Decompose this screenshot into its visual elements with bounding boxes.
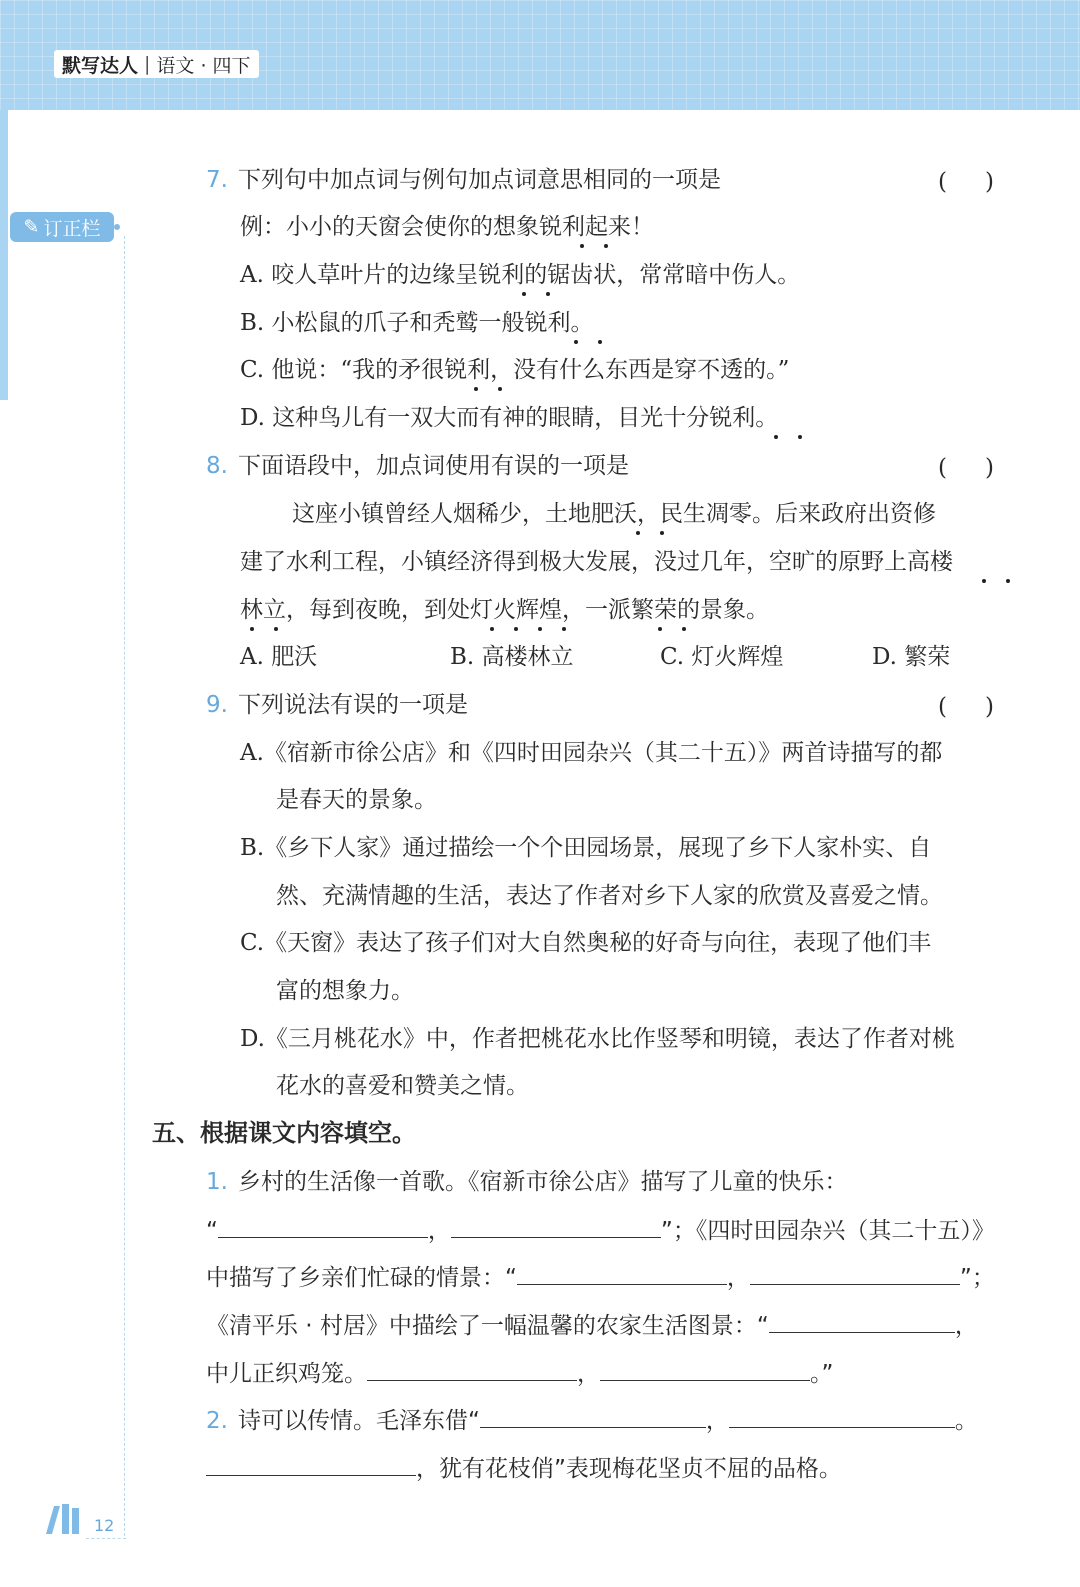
q9-option-b-line1: B.《乡下人家》通过描绘一个个田园场景，展现了乡下人家朴实、自 <box>240 835 932 861</box>
comma: ， <box>726 1265 750 1291</box>
period: 。 <box>954 1408 978 1434</box>
q7-option-c: C. 他说：“我的矛很锐利，没有什么东西是穿不透的。” <box>240 357 790 383</box>
q7-option-d: D. 这种鸟儿有一双大而有神的眼睛，目光十分锐利。 <box>240 405 779 431</box>
fill-q1-line4-text: 《清平乐 · 村居》中描绘了一幅温馨的农家生活图景：“ <box>206 1313 769 1339</box>
emphasis-dot <box>660 531 664 535</box>
fill-q1-line1-text: 乡村的生活像一首歌。《宿新市徐公店》描写了儿童的快乐： <box>237 1169 848 1195</box>
emphasis-dot <box>498 387 502 391</box>
fill-blank-3[interactable] <box>517 1262 727 1285</box>
fill-q2-number: 2. <box>206 1408 228 1434</box>
q7-option-a: A. 咬人草叶片的边缘呈锐利的锯齿状，常常暗中伤人。 <box>240 262 801 288</box>
emphasis-dot <box>682 627 686 631</box>
emphasis-dot <box>580 244 584 248</box>
pencil-icon: ✎ <box>23 216 40 238</box>
fill-q1-line2 <box>206 1215 995 1246</box>
q9-option-a-line1: A.《宿新市徐公店》和《四时田园杂兴（其二十五）》两首诗描写的都 <box>240 740 943 766</box>
fill-blank-4[interactable] <box>750 1262 960 1285</box>
q9-option-c-line2: 富的想象力。 <box>276 978 414 1004</box>
correction-column-label: 订正栏 <box>43 217 101 240</box>
close-quote: 。” <box>810 1361 834 1387</box>
emphasis-dot <box>774 435 778 439</box>
fill-q2-line1-text: 诗可以传情。毛泽东借“ <box>237 1408 480 1434</box>
q9-option-d-line1: D.《三月桃花水》中，作者把桃花水比作竖琴和明镜，表达了作者对桃 <box>240 1026 955 1052</box>
correction-column-tag <box>10 212 114 242</box>
fill-blank-7[interactable] <box>600 1358 810 1381</box>
section-five-title: 五、根据课文内容填空。 <box>152 1119 416 1147</box>
fill-q2-line1 <box>206 1405 978 1436</box>
book-name: 默写达人 <box>62 54 139 77</box>
q8-option-a: A. 肥沃 <box>240 644 318 670</box>
q9-stem <box>206 690 468 720</box>
q7-stem <box>206 165 721 195</box>
fill-q1-line3-text: 中描写了乡亲们忙碌的情景：“ <box>206 1265 517 1291</box>
fill-blank-5[interactable] <box>769 1310 955 1333</box>
emphasis-dot <box>522 292 526 296</box>
emphasis-dot <box>474 387 478 391</box>
fill-q1-line5-text: 中儿正织鸡笼。 <box>206 1361 367 1387</box>
margin-divider <box>124 236 125 1536</box>
q9-number: 9. <box>206 692 228 718</box>
fill-q1-number: 1. <box>206 1169 228 1195</box>
comma: ， <box>705 1408 729 1434</box>
subject-name: 语文 · 四下 <box>156 54 251 77</box>
books-icon <box>44 1502 84 1536</box>
fill-q2-line2-text: ，犹有花枝俏”表现梅花坚贞不屈的品格。 <box>416 1456 842 1482</box>
q7-example: 例：小小的天窗会使你的想象锐利起来！ <box>240 214 654 240</box>
emphasis-dot <box>604 244 608 248</box>
open-quote: “ <box>206 1218 218 1244</box>
q8-option-c: C. 灯火辉煌 <box>660 644 784 670</box>
fill-blank-1[interactable] <box>218 1215 428 1238</box>
book-title-label <box>54 50 259 78</box>
emphasis-dot <box>636 531 640 535</box>
emphasis-dot <box>514 627 518 631</box>
footer-divider <box>86 1538 126 1539</box>
emphasis-dot <box>250 627 254 631</box>
left-color-strip <box>0 110 8 400</box>
emphasis-dot <box>574 340 578 344</box>
comma: ， <box>427 1218 451 1244</box>
fill-blank-10[interactable] <box>206 1453 416 1476</box>
fill-q1-line5 <box>206 1358 833 1389</box>
fill-q1-line2-text: ”；《四时田园杂兴（其二十五）》 <box>660 1218 995 1244</box>
emphasis-dot <box>546 292 550 296</box>
fill-q1-line3 <box>206 1262 995 1293</box>
q8-option-b: B. 高楼林立 <box>450 644 574 670</box>
fill-q1-line1 <box>206 1167 847 1197</box>
fill-q2-line2 <box>206 1453 842 1484</box>
q9-option-b-line2: 然、充满情趣的生活，表达了作者对乡下人家的欣赏及喜爱之情。 <box>276 883 943 909</box>
q8-answer-paren[interactable]: () <box>938 455 1032 481</box>
q8-option-d: D. 繁荣 <box>872 644 951 670</box>
q9-option-d-line2: 花水的喜爱和赞美之情。 <box>276 1073 529 1099</box>
emphasis-dot <box>798 435 802 439</box>
comma: ， <box>954 1313 978 1339</box>
q9-stem-text: 下列说法有误的一项是 <box>237 692 468 718</box>
fill-blank-9[interactable] <box>729 1405 955 1428</box>
page-number: 12 <box>94 1516 115 1535</box>
page-header <box>0 0 1080 110</box>
q7-number: 7. <box>206 167 228 193</box>
comma: ， <box>577 1361 600 1387</box>
fill-q1-line4 <box>206 1310 978 1341</box>
emphasis-dot <box>490 627 494 631</box>
emphasis-dot <box>598 340 602 344</box>
tag-dot <box>114 224 120 230</box>
q9-option-c-line1: C.《天窗》表达了孩子们对大自然奥秘的好奇与向往，表现了他们丰 <box>240 930 932 956</box>
q8-stem-text: 下面语段中，加点词使用有误的一项是 <box>237 453 629 479</box>
q8-number: 8. <box>206 453 228 479</box>
q9-answer-paren[interactable]: () <box>938 694 1032 720</box>
emphasis-dot <box>538 627 542 631</box>
emphasis-dot <box>658 627 662 631</box>
emphasis-dot <box>562 627 566 631</box>
fill-blank-8[interactable] <box>480 1405 706 1428</box>
q8-stem <box>206 451 629 481</box>
q7-answer-paren[interactable]: () <box>938 169 1032 195</box>
q8-passage-line2: 建了水利工程，小镇经济得到极大发展，没过几年，空旷的原野上高楼 <box>240 549 953 575</box>
close-quote: ”； <box>959 1265 995 1291</box>
q7-stem-text: 下列句中加点词与例句加点词意思相同的一项是 <box>237 167 721 193</box>
q8-passage-line3: 林立，每到夜晚，到处灯火辉煌，一派繁荣的景象。 <box>240 597 769 623</box>
q7-option-b: B. 小松鼠的爪子和秃鹫一般锐利。 <box>240 310 594 336</box>
emphasis-dot <box>1006 579 1010 583</box>
title-separator: | <box>144 53 151 75</box>
fill-blank-6[interactable] <box>367 1358 577 1381</box>
emphasis-dot <box>274 627 278 631</box>
emphasis-dot <box>982 579 986 583</box>
q8-passage-line1: 这座小镇曾经人烟稀少，土地肥沃，民生凋零。后来政府出资修 <box>292 501 936 527</box>
q9-option-a-line2: 是春天的景象。 <box>276 787 437 813</box>
fill-blank-2[interactable] <box>451 1215 661 1238</box>
